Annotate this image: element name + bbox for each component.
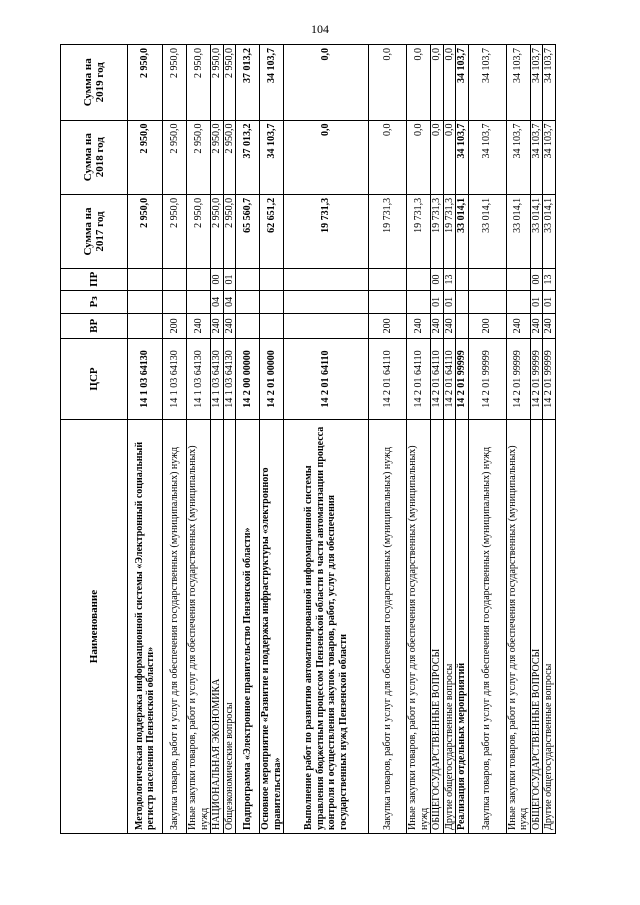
table-row [369, 45, 407, 834]
cell-pr: 13 [543, 269, 556, 291]
page-number: 104 [311, 22, 329, 36]
cell-name: Общеэкономические вопросы [223, 420, 236, 834]
cell-sum-2018: 34 103,7 [530, 120, 543, 194]
cell-pr: 00 [431, 269, 444, 291]
table-row [284, 45, 369, 834]
cell-csr: 14 2 01 64110 [369, 338, 407, 419]
cell-sum-2018: 37 013,2 [236, 120, 260, 194]
header-vr: ВР [61, 313, 128, 338]
cell-pr [128, 269, 163, 291]
cell-rz [260, 290, 284, 313]
cell-pr: 01 [223, 269, 236, 291]
cell-sum-2019: 0,0 [443, 45, 456, 121]
cell-sum-2017: 2 950,0 [211, 194, 224, 268]
cell-sum-2017: 33 014,1 [530, 194, 543, 268]
cell-name: НАЦИОНАЛЬНАЯ ЭКОНОМИКА [211, 420, 224, 834]
header-sum-2018: Сумма на 2018 год [61, 120, 128, 194]
header-rz: Рз [61, 290, 128, 313]
cell-sum-2017: 2 950,0 [187, 194, 211, 268]
cell-csr: 14 2 01 99999 [468, 338, 506, 419]
cell-rz: 04 [223, 290, 236, 313]
cell-sum-2019: 0,0 [431, 45, 444, 121]
cell-rz: 01 [530, 290, 543, 313]
cell-name: Методологическая поддержка информационной системы «Электронный социальный регистр населения Пензенской области» [128, 420, 163, 834]
cell-sum-2019: 0,0 [369, 45, 407, 121]
cell-sum-2019: 34 103,7 [543, 45, 556, 121]
cell-vr: 200 [468, 313, 506, 338]
header-csr: ЦСР [61, 338, 128, 419]
cell-name: Закупка товаров, работ и услуг для обеспечения государственных (муниципальных) нужд [163, 420, 187, 834]
cell-rz [456, 290, 469, 313]
cell-csr: 14 2 00 00000 [236, 338, 260, 419]
cell-name: Подпрограмма «Электронное правительство Пензенской области» [236, 420, 260, 834]
cell-sum-2017: 19 731,3 [284, 194, 369, 268]
cell-rz [369, 290, 407, 313]
cell-sum-2019: 37 013,2 [236, 45, 260, 121]
cell-csr: 14 1 03 64130 [163, 338, 187, 419]
table-row [530, 45, 543, 834]
cell-pr: 13 [443, 269, 456, 291]
cell-sum-2019: 34 103,7 [456, 45, 469, 121]
cell-pr [236, 269, 260, 291]
cell-vr [456, 313, 469, 338]
table-row [407, 45, 431, 834]
cell-rz [128, 290, 163, 313]
cell-pr [407, 269, 431, 291]
cell-rz [468, 290, 506, 313]
cell-name: ОБЩЕГОСУДАРСТВЕННЫЕ ВОПРОСЫ [530, 420, 543, 834]
budget-table [60, 44, 556, 834]
cell-pr: 00 [530, 269, 543, 291]
table-row [187, 45, 211, 834]
table-row [443, 45, 456, 834]
table-row [128, 45, 163, 834]
cell-sum-2018: 34 103,7 [456, 120, 469, 194]
cell-sum-2019: 34 103,7 [530, 45, 543, 121]
cell-sum-2018: 2 950,0 [128, 120, 163, 194]
cell-rz [284, 290, 369, 313]
cell-sum-2019: 2 950,0 [211, 45, 224, 121]
cell-sum-2019: 0,0 [407, 45, 431, 121]
cell-pr [506, 269, 530, 291]
cell-sum-2019: 0,0 [284, 45, 369, 121]
cell-vr: 240 [543, 313, 556, 338]
cell-csr: 14 2 01 64110 [431, 338, 444, 419]
table-body [128, 45, 556, 834]
table-row [506, 45, 530, 834]
cell-vr: 240 [443, 313, 456, 338]
cell-sum-2017: 33 014,1 [468, 194, 506, 268]
cell-pr [284, 269, 369, 291]
table-row [260, 45, 284, 834]
cell-csr: 14 1 03 64130 [211, 338, 224, 419]
cell-vr: 200 [369, 313, 407, 338]
cell-rz [187, 290, 211, 313]
cell-name: Закупка товаров, работ и услуг для обеспечения государственных (муниципальных) нужд [369, 420, 407, 834]
cell-rz [236, 290, 260, 313]
cell-sum-2018: 0,0 [443, 120, 456, 194]
rotated-table-container [60, 44, 580, 834]
cell-vr [128, 313, 163, 338]
cell-csr: 14 2 01 99999 [543, 338, 556, 419]
cell-vr: 240 [407, 313, 431, 338]
table-row [468, 45, 506, 834]
cell-sum-2018: 34 103,7 [506, 120, 530, 194]
table-row [163, 45, 187, 834]
cell-rz [163, 290, 187, 313]
cell-sum-2018: 2 950,0 [223, 120, 236, 194]
cell-sum-2017: 2 950,0 [163, 194, 187, 268]
cell-pr [468, 269, 506, 291]
table-row [431, 45, 444, 834]
cell-sum-2019: 34 103,7 [260, 45, 284, 121]
cell-vr [260, 313, 284, 338]
cell-rz: 01 [443, 290, 456, 313]
cell-pr [163, 269, 187, 291]
cell-sum-2018: 2 950,0 [211, 120, 224, 194]
cell-sum-2018: 0,0 [407, 120, 431, 194]
cell-sum-2017: 2 950,0 [223, 194, 236, 268]
cell-vr: 240 [506, 313, 530, 338]
cell-sum-2017: 19 731,3 [407, 194, 431, 268]
cell-sum-2017: 19 731,3 [431, 194, 444, 268]
cell-csr: 14 2 01 64110 [407, 338, 431, 419]
table-row [456, 45, 469, 834]
cell-vr [236, 313, 260, 338]
cell-sum-2018: 0,0 [369, 120, 407, 194]
cell-sum-2019: 2 950,0 [223, 45, 236, 121]
cell-pr [260, 269, 284, 291]
cell-csr: 14 1 03 64130 [223, 338, 236, 419]
header-pr: ПР [61, 269, 128, 291]
cell-sum-2018: 2 950,0 [187, 120, 211, 194]
cell-name: Выполнение работ по развитию автоматизированной информационной системы управления бюджетным процессом Пензенской области в части автоматизации процесса контроля и осуществления закупок товаров, работ, услуг для обеспечения государственных нужд Пензенской области [284, 420, 369, 834]
cell-sum-2017: 33 014,1 [543, 194, 556, 268]
table-header-row [61, 45, 128, 834]
cell-sum-2017: 19 731,3 [443, 194, 456, 268]
cell-csr: 14 2 01 99999 [506, 338, 530, 419]
cell-vr: 240 [530, 313, 543, 338]
cell-rz: 01 [431, 290, 444, 313]
cell-sum-2017: 33 014,1 [456, 194, 469, 268]
cell-pr [456, 269, 469, 291]
cell-vr: 240 [431, 313, 444, 338]
cell-name: Иные закупки товаров, работ и услуг для обеспечения государственных (муниципальных) нужд [187, 420, 211, 834]
cell-sum-2019: 2 950,0 [163, 45, 187, 121]
cell-sum-2019: 34 103,7 [468, 45, 506, 121]
cell-rz [407, 290, 431, 313]
cell-sum-2018: 2 950,0 [163, 120, 187, 194]
header-sum-2019: Сумма на 2019 год [61, 45, 128, 121]
cell-sum-2018: 34 103,7 [468, 120, 506, 194]
cell-csr: 14 2 01 99999 [456, 338, 469, 419]
cell-sum-2017: 33 014,1 [506, 194, 530, 268]
cell-name: Другие общегосударственные вопросы [443, 420, 456, 834]
cell-rz: 04 [211, 290, 224, 313]
table-row [211, 45, 224, 834]
header-name: Наименование [61, 420, 128, 834]
cell-name: Закупка товаров, работ и услуг для обеспечения государственных (муниципальных) нужд [468, 420, 506, 834]
cell-vr: 240 [223, 313, 236, 338]
cell-sum-2018: 34 103,7 [543, 120, 556, 194]
cell-sum-2017: 62 651,2 [260, 194, 284, 268]
cell-sum-2018: 0,0 [431, 120, 444, 194]
table-row [543, 45, 556, 834]
cell-csr: 14 2 01 64110 [284, 338, 369, 419]
cell-name: ОБЩЕГОСУДАРСТВЕННЫЕ ВОПРОСЫ [431, 420, 444, 834]
cell-sum-2018: 34 103,7 [260, 120, 284, 194]
cell-pr [369, 269, 407, 291]
cell-name: Иные закупки товаров, работ и услуг для обеспечения государственных (муниципальных) нужд [407, 420, 431, 834]
cell-name: Другие общегосударственные вопросы [543, 420, 556, 834]
cell-csr: 14 2 01 99999 [530, 338, 543, 419]
cell-sum-2019: 2 950,0 [187, 45, 211, 121]
header-sum-2017: Сумма на 2017 год [61, 194, 128, 268]
cell-csr: 14 1 03 64130 [187, 338, 211, 419]
table-row [236, 45, 260, 834]
cell-sum-2018: 0,0 [284, 120, 369, 194]
cell-rz [506, 290, 530, 313]
table-row [223, 45, 236, 834]
cell-csr: 14 1 03 64130 [128, 338, 163, 419]
cell-vr: 200 [163, 313, 187, 338]
cell-rz: 01 [543, 290, 556, 313]
cell-sum-2017: 19 731,3 [369, 194, 407, 268]
cell-pr [187, 269, 211, 291]
cell-sum-2017: 2 950,0 [128, 194, 163, 268]
cell-name: Реализация отдельных мероприятий [456, 420, 469, 834]
cell-name: Иные закупки товаров, работ и услуг для обеспечения государственных (муниципальных) нужд [506, 420, 530, 834]
cell-csr: 14 2 01 00000 [260, 338, 284, 419]
cell-vr [284, 313, 369, 338]
cell-vr: 240 [211, 313, 224, 338]
cell-csr: 14 2 01 64110 [443, 338, 456, 419]
cell-sum-2019: 34 103,7 [506, 45, 530, 121]
cell-sum-2017: 65 560,7 [236, 194, 260, 268]
cell-sum-2019: 2 950,0 [128, 45, 163, 121]
cell-vr: 240 [187, 313, 211, 338]
cell-pr: 00 [211, 269, 224, 291]
cell-name: Основное мероприятие «Развитие и поддержка инфраструктуры «электронного правительства» [260, 420, 284, 834]
